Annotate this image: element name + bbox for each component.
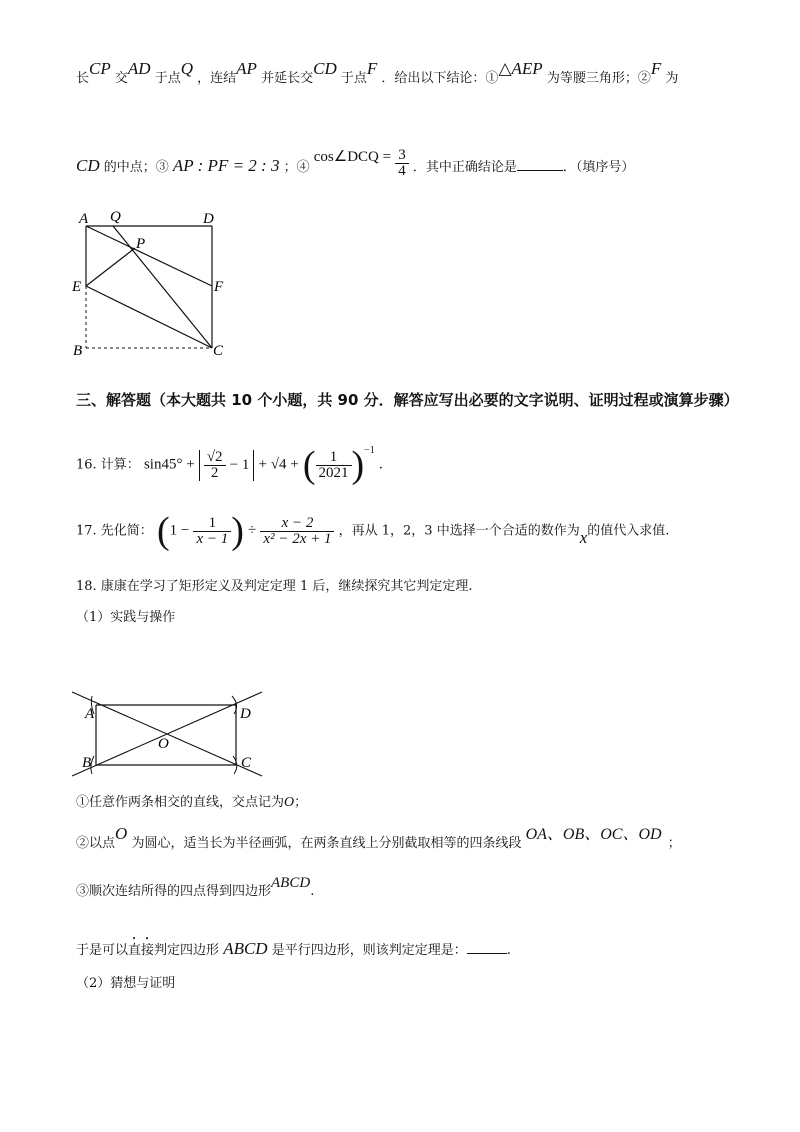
problem18-part1: （1）实践与操作 [76,610,176,625]
label-o: O [158,736,169,752]
problem18-part2: （2）猜想与证明 [76,976,176,991]
label-a2: A [85,706,95,722]
problem15-line2: CD 的中点；③ AP : PF = 2 : 3 ；④ cos∠DCQ = $\frac{3}{4}$ ．其中正确结论是 ．（填序号） [76,147,635,179]
label-b2: B [82,755,92,771]
label-e: E [72,279,82,295]
problem18-step3: ③顺次连结所得的四点得到四边形ABCD. [76,875,315,899]
answer-blank-18[interactable] [467,941,507,954]
label-a: A [79,211,89,227]
figure-rectangle-abcd [70,208,250,358]
emphasis-dots: 直接 [128,943,155,958]
label-d2: D [240,706,251,722]
problem18-conclusion: 于是可以直接判定四边形 ABCD 是平行四边形，则该判定定理是： . [76,939,511,958]
label-d: D [203,211,214,227]
problem16: 16. 计算： sin45° + $\frac{√2}{2}$ − 1 + √4 + ( $\frac{1}{2021}$ )$^{-1}$ . [76,444,383,486]
problem18-step2: ②以点O 为圆心，适当长为半径画弧，在两条直线上分别截取相等的四条线段 OA、OB、OC、OD ； [76,824,681,851]
problem15-line1: 长CP 交AD 于点Q ，连结AP 并延长交CD 于点F ．给出以下结论：①△AEP 为等腰三角形；②F 为 [76,59,679,86]
label-f: F [214,279,224,295]
label-c2: C [241,755,252,771]
answer-blank-15[interactable] [517,158,563,171]
label-b: B [73,343,83,358]
figure-quadrilateral-diagonals [70,690,270,780]
label-c: C [213,343,224,358]
label-q: Q [110,209,121,225]
section-heading: 三、解答题（本大题共 10 个小题，共 90 分．解答应写出必要的文字说明、证明过程或演算步骤） [76,391,739,409]
problem18-intro: 18. 康康在学习了矩形定义及判定定理 1 后，继续探究其它判定定理. [76,579,473,594]
problem17: 17. 先化简： (1 − $\frac{1}{x - 1}$ ) ÷ $\frac{x - 2}{\text{x² − 2x + 1}}$ ，再从 1，2，3 中选择一个合适的数作为x的值代入求值. [76,510,670,552]
absolute-value: $\frac{√2}{2}$ − 1 [199,450,255,481]
label-p: P [136,236,146,252]
fraction-three-quarters: $\frac{3}{4}$ [395,148,409,179]
problem18-step1: ①任意作两条相交的直线，交点记为O； [76,795,308,810]
